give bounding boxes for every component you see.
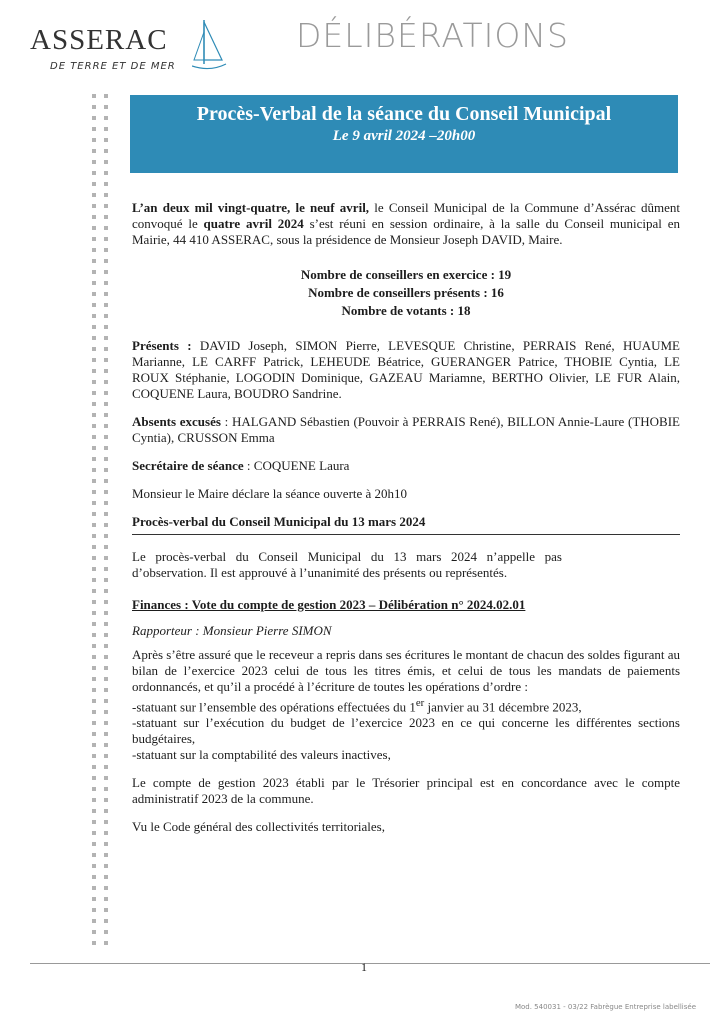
margin-dot bbox=[104, 402, 108, 406]
margin-dot bbox=[92, 776, 96, 780]
margin-dot bbox=[104, 171, 108, 175]
margin-dot bbox=[92, 655, 96, 659]
margin-dot bbox=[104, 116, 108, 120]
margin-dot bbox=[92, 94, 96, 98]
margin-dot bbox=[92, 908, 96, 912]
stat-votants: Nombre de votants : 18 bbox=[341, 303, 471, 318]
margin-dot bbox=[92, 237, 96, 241]
finance-paragraph-1: Après s’être assuré que le receveur a repris dans ses écritures le montant de chacun des soldes figurant au bilan de l’exercice 2023 celui de tous les titres émis, et celui de tous les mandats de paiements ordonnancés, et qu’il a procédé à l’écriture de toutes les opérations d’ordre : bbox=[132, 647, 680, 694]
stat-exercice: Nombre de conseillers en exercice : 19 bbox=[300, 267, 512, 282]
margin-dot bbox=[92, 435, 96, 439]
margin-dot bbox=[104, 435, 108, 439]
secretary-name: : COQUENE Laura bbox=[243, 458, 350, 473]
commune-logo bbox=[30, 16, 230, 86]
margin-dot bbox=[104, 149, 108, 153]
margin-dot bbox=[92, 490, 96, 494]
margin-dot bbox=[92, 512, 96, 516]
bullet-1-text-a: -statuant sur l’ensemble des opérations effectuées du 1 bbox=[132, 699, 416, 715]
intro-lead: L’an deux mil vingt-quatre, le neuf avril, bbox=[132, 200, 370, 215]
margin-dot bbox=[104, 94, 108, 98]
margin-dot bbox=[104, 303, 108, 307]
margin-dot bbox=[92, 347, 96, 351]
printer-imprint: Mod. 540031 - 03/22 Fabrègue Entreprise labellisée bbox=[514, 1003, 696, 1011]
margin-dot bbox=[92, 281, 96, 285]
margin-dot bbox=[92, 545, 96, 549]
margin-dot bbox=[92, 259, 96, 263]
absent-list: : HALGAND Sébastien (Pouvoir à PERRAIS René), BILLON Annie-Laure (THOBIE Cyntia), CRUSSON Emma bbox=[132, 414, 681, 445]
margin-dot bbox=[92, 666, 96, 670]
margin-dot bbox=[92, 930, 96, 934]
opening-statement: Monsieur le Maire déclare la séance ouverte à 20h10 bbox=[132, 486, 408, 501]
margin-dot bbox=[104, 798, 108, 802]
margin-dot bbox=[92, 391, 96, 395]
footer-divider bbox=[30, 963, 710, 964]
margin-dot bbox=[92, 820, 96, 824]
margin-dot bbox=[92, 369, 96, 373]
margin-dot bbox=[92, 710, 96, 714]
margin-dot bbox=[104, 270, 108, 274]
margin-dot bbox=[92, 721, 96, 725]
margin-dot bbox=[104, 325, 108, 329]
margin-dot bbox=[104, 776, 108, 780]
finance-section-heading: Finances : Vote du compte de gestion 2023 – Délibération n° 2024.02.01 bbox=[132, 597, 526, 612]
margin-dot bbox=[104, 479, 108, 483]
margin-dot bbox=[104, 446, 108, 450]
margin-dot bbox=[92, 644, 96, 648]
document-body bbox=[132, 200, 680, 835]
margin-dot bbox=[92, 688, 96, 692]
session-date: Le 9 avril 2024 –20h00 bbox=[332, 128, 476, 144]
margin-dot bbox=[92, 699, 96, 703]
margin-dot bbox=[104, 457, 108, 461]
margin-dot bbox=[104, 369, 108, 373]
title-banner bbox=[130, 95, 678, 173]
margin-dot bbox=[92, 754, 96, 758]
finance-bullet-3: -statuant sur la comptabilité des valeurs inactives, bbox=[132, 747, 391, 763]
margin-dot bbox=[104, 336, 108, 340]
finance-bullet-2: -statuant sur l’exécution du budget de l’exercice 2023 en ce qui concerne les différentes sections budgétaires, bbox=[132, 715, 680, 747]
margin-dot bbox=[92, 149, 96, 153]
intro-text-1: le Conseil Municipal de la Commune d’Assérac dûment convoqué le bbox=[132, 200, 680, 231]
margin-dot bbox=[104, 699, 108, 703]
margin-dot bbox=[92, 358, 96, 362]
document-type-heading: DÉLIBÉRATIONS bbox=[296, 16, 569, 55]
page-number: 1 bbox=[361, 960, 367, 974]
margin-dot bbox=[92, 842, 96, 846]
convocation-date: quatre avril 2024 bbox=[203, 216, 304, 231]
bullet-1-text-b: janvier au 31 décembre 2023, bbox=[424, 699, 582, 715]
margin-dot bbox=[104, 930, 108, 934]
margin-dot bbox=[104, 204, 108, 208]
margin-dot bbox=[92, 864, 96, 868]
margin-dot bbox=[104, 215, 108, 219]
intro-paragraph bbox=[132, 200, 680, 248]
margin-dot bbox=[92, 941, 96, 945]
margin-dot bbox=[92, 424, 96, 428]
margin-dot bbox=[104, 908, 108, 912]
margin-dot bbox=[92, 402, 96, 406]
margin-dot bbox=[92, 578, 96, 582]
margin-dot bbox=[92, 787, 96, 791]
margin-dot bbox=[104, 941, 108, 945]
margin-dot bbox=[104, 864, 108, 868]
margin-dot bbox=[104, 413, 108, 417]
margin-dot bbox=[104, 138, 108, 142]
margin-dot bbox=[104, 655, 108, 659]
document-title: Procès-Verbal de la séance du Conseil Municipal bbox=[196, 103, 612, 125]
margin-dot bbox=[104, 754, 108, 758]
margin-dot bbox=[104, 501, 108, 505]
margin-dot bbox=[104, 292, 108, 296]
margin-dot bbox=[92, 600, 96, 604]
margin-dot bbox=[92, 479, 96, 483]
margin-dot bbox=[92, 501, 96, 505]
margin-dot bbox=[104, 688, 108, 692]
margin-dot bbox=[104, 666, 108, 670]
pv-section-text: Le procès-verbal du Conseil Municipal du 13 mars 2024 n’appelle pas d’observation. Il est approuvé à l’unanimité des présents ou représentés. bbox=[132, 549, 562, 580]
margin-dot bbox=[104, 281, 108, 285]
margin-dot bbox=[92, 204, 96, 208]
present-members bbox=[132, 338, 680, 402]
margin-dot bbox=[104, 556, 108, 560]
stat-presents: Nombre de conseillers présents : 16 bbox=[308, 285, 504, 300]
margin-dot bbox=[92, 182, 96, 186]
margin-dot bbox=[92, 413, 96, 417]
margin-dot bbox=[104, 853, 108, 857]
margin-dot bbox=[104, 259, 108, 263]
margin-dot bbox=[104, 743, 108, 747]
margin-dot bbox=[104, 424, 108, 428]
margin-dot bbox=[92, 919, 96, 923]
margin-dot bbox=[92, 622, 96, 626]
margin-dot bbox=[104, 534, 108, 538]
margin-dot bbox=[92, 732, 96, 736]
margin-dot bbox=[104, 820, 108, 824]
margin-dot bbox=[92, 677, 96, 681]
margin-dot bbox=[104, 710, 108, 714]
margin-dot bbox=[104, 600, 108, 604]
logo-tagline: DE TERRE ET DE MER bbox=[50, 61, 176, 72]
margin-dot bbox=[104, 567, 108, 571]
margin-dot bbox=[104, 248, 108, 252]
bullet-1-superscript: er bbox=[415, 697, 425, 709]
sailboat-icon bbox=[192, 16, 228, 76]
margin-dot bbox=[104, 380, 108, 384]
margin-dot bbox=[92, 743, 96, 747]
present-list: DAVID Joseph, SIMON Pierre, LEVESQUE Christine, PERRAIS René, HUAUME Marianne, LE CARFF Patrick, LEHEUDE Béatrice, GUERANGER Patrice, THOBIE Cyntia, LE ROUX Stéphanie, LOGODIN Dominique, GAZEAU Mariamne, BERTHO Olivier, LE FUR Alain, COQUENE Laura, BOUDRO Sandrine. bbox=[132, 338, 680, 401]
finance-paragraph-2: Le compte de gestion 2023 établi par le Trésorier principal est en concordance avec le compte administratif 2023 de la commune. bbox=[132, 775, 680, 807]
margin-dot bbox=[92, 226, 96, 230]
margin-dot bbox=[104, 193, 108, 197]
margin-dot bbox=[104, 347, 108, 351]
margin-dot bbox=[104, 765, 108, 769]
margin-dot bbox=[104, 611, 108, 615]
margin-dot bbox=[104, 633, 108, 637]
margin-dot bbox=[92, 556, 96, 560]
margin-dot bbox=[104, 842, 108, 846]
rapporteur-line: Rapporteur : Monsieur Pierre SIMON bbox=[132, 623, 332, 638]
margin-dot bbox=[104, 886, 108, 890]
margin-dot bbox=[92, 897, 96, 901]
margin-dot bbox=[92, 270, 96, 274]
finance-bullet-1 bbox=[132, 695, 680, 715]
finance-paragraph-3: Vu le Code général des collectivités territoriales, bbox=[132, 819, 385, 835]
margin-dot bbox=[92, 523, 96, 527]
attendance-stats bbox=[132, 266, 680, 320]
margin-dot bbox=[104, 160, 108, 164]
margin-dot bbox=[92, 567, 96, 571]
margin-dot bbox=[92, 105, 96, 109]
margin-dot bbox=[104, 237, 108, 241]
margin-dot bbox=[92, 798, 96, 802]
margin-dot bbox=[92, 875, 96, 879]
margin-dot bbox=[104, 523, 108, 527]
margin-dot bbox=[104, 831, 108, 835]
margin-dot bbox=[92, 160, 96, 164]
session-secretary bbox=[132, 458, 680, 474]
margin-dot bbox=[104, 512, 108, 516]
absent-members bbox=[132, 414, 680, 446]
margin-decoration bbox=[92, 94, 114, 954]
logo-wordmark: ASSERAC bbox=[30, 24, 168, 56]
margin-dot bbox=[92, 138, 96, 142]
margin-dot bbox=[104, 721, 108, 725]
margin-dot bbox=[92, 336, 96, 340]
margin-dot bbox=[92, 446, 96, 450]
margin-dot bbox=[104, 105, 108, 109]
margin-dot bbox=[92, 193, 96, 197]
margin-dot bbox=[92, 853, 96, 857]
absent-label: Absents excusés bbox=[132, 414, 221, 429]
margin-dot bbox=[104, 314, 108, 318]
margin-dot bbox=[92, 765, 96, 769]
margin-dot bbox=[104, 622, 108, 626]
margin-dot bbox=[104, 490, 108, 494]
margin-dot bbox=[104, 732, 108, 736]
margin-dot bbox=[104, 875, 108, 879]
margin-dot bbox=[104, 391, 108, 395]
margin-dot bbox=[104, 578, 108, 582]
margin-dot bbox=[104, 919, 108, 923]
margin-dot bbox=[92, 886, 96, 890]
margin-dot bbox=[92, 248, 96, 252]
margin-dot bbox=[92, 633, 96, 637]
margin-dot bbox=[104, 182, 108, 186]
margin-dot bbox=[92, 589, 96, 593]
margin-dot bbox=[92, 171, 96, 175]
margin-dot bbox=[104, 468, 108, 472]
margin-dot bbox=[92, 468, 96, 472]
margin-dot bbox=[92, 314, 96, 318]
margin-dot bbox=[92, 215, 96, 219]
margin-dot bbox=[104, 127, 108, 131]
margin-dot bbox=[92, 303, 96, 307]
margin-dot bbox=[92, 457, 96, 461]
margin-dot bbox=[92, 325, 96, 329]
margin-dot bbox=[104, 358, 108, 362]
margin-dot bbox=[104, 787, 108, 791]
margin-dot bbox=[92, 831, 96, 835]
margin-dot bbox=[92, 292, 96, 296]
margin-dot bbox=[104, 809, 108, 813]
margin-dot bbox=[104, 644, 108, 648]
margin-dot bbox=[92, 611, 96, 615]
margin-dot bbox=[92, 809, 96, 813]
margin-dot bbox=[104, 897, 108, 901]
margin-dot bbox=[92, 380, 96, 384]
secretary-label: Secrétaire de séance bbox=[132, 458, 244, 473]
margin-dot bbox=[104, 545, 108, 549]
margin-dot bbox=[104, 226, 108, 230]
margin-dot bbox=[104, 589, 108, 593]
margin-dot bbox=[92, 116, 96, 120]
present-label: Présents : bbox=[132, 338, 192, 353]
pv-section-heading: Procès-verbal du Conseil Municipal du 13 mars 2024 bbox=[132, 514, 680, 535]
margin-dot bbox=[92, 534, 96, 538]
margin-dot bbox=[104, 677, 108, 681]
margin-dot bbox=[92, 127, 96, 131]
intro-text-2: s’est réuni en session ordinaire, à la salle du Conseil municipal en Mairie, 44 410 ASSERAC, sous la présidence de Monsieur Joseph DAVID, Maire. bbox=[132, 216, 681, 247]
